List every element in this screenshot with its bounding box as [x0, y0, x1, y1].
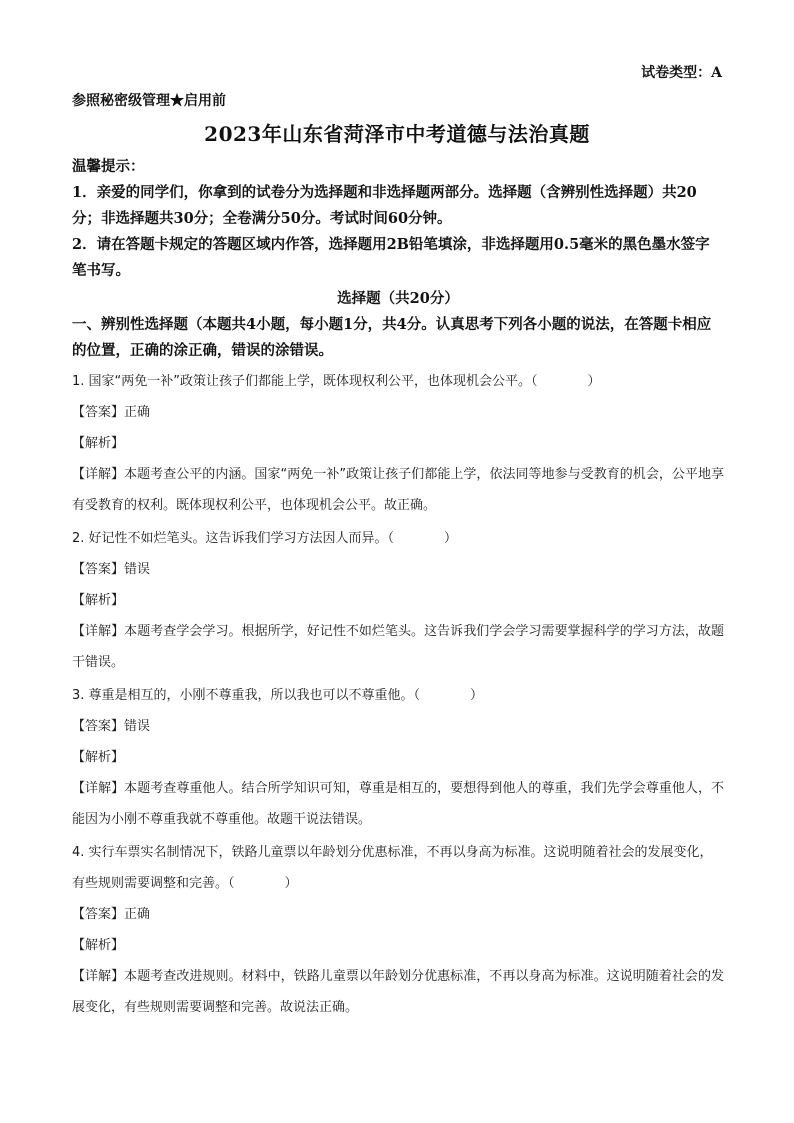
detail-label: 【详解】	[72, 624, 125, 639]
analysis-label: 【解析】	[72, 750, 125, 765]
question-paren-close: ）	[284, 876, 298, 891]
question-block	[72, 523, 724, 678]
question-block	[72, 837, 724, 1023]
question-text	[72, 366, 724, 397]
answer-value: 正确	[124, 907, 151, 922]
question-text	[72, 837, 724, 899]
answer-label: 【答案】	[72, 562, 125, 577]
answer-label: 【答案】	[72, 907, 125, 922]
question-stem: 4. 实行车票实名制情况下，铁路儿童票以年龄划分优惠标准，不再以身高为标准。这说明随着社会的发展变化，有些规则需要调整和完善。（	[72, 845, 713, 891]
question-paren-close: ）	[470, 688, 484, 703]
question-stem: 2. 好记性不如烂笔头。这告诉我们学习方法因人而异。（	[72, 531, 395, 546]
section-heading: 选择题（共20分）	[337, 290, 459, 307]
detail-text: 本题考查尊重他人。结合所学知识可知，尊重是相互的，要想得到他人的尊重，我们先学会尊重他人，不能因为小刚不尊重我就不尊重他。故题干说法错误。	[72, 781, 724, 827]
detail-text: 本题考查公平的内涵。国家“两免一补”政策让孩子们都能上学，依法同等地参与受教育的机会，公平地享有受教育的权利。既体现权利公平，也体现机会公平。故正确。	[72, 467, 724, 513]
answer-line	[72, 899, 724, 930]
confidentiality-notice: 参照秘密级管理★启用前	[72, 93, 226, 109]
page-title: 2023年山东省菏泽市中考道德与法治真题	[204, 122, 590, 146]
answer-label: 【答案】	[72, 719, 125, 734]
detail-label: 【详解】	[72, 467, 125, 482]
answer-line	[72, 397, 724, 428]
question-text	[72, 523, 724, 554]
question-stem: 3. 尊重是相互的，小刚不尊重我，所以我也可以不尊重他。（	[72, 688, 421, 703]
detail-text: 本题考查改进规则。材料中，铁路儿童票以年龄划分优惠标准，不再以身高为标准。这说明随着社会的发展变化，有些规则需要调整和完善。故说法正确。	[72, 969, 724, 1015]
answer-label: 【答案】	[72, 405, 125, 420]
answer-line	[72, 711, 724, 742]
analysis-label: 【解析】	[72, 436, 125, 451]
detail-explanation	[72, 961, 724, 1023]
answer-value: 正确	[124, 405, 151, 420]
detail-explanation	[72, 459, 724, 521]
answer-value: 错误	[124, 562, 151, 577]
analysis-label: 【解析】	[72, 938, 125, 953]
answer-value: 错误	[124, 719, 151, 734]
tips-title: 温馨提示：	[72, 158, 145, 175]
question-block	[72, 366, 724, 521]
detail-label: 【详解】	[72, 781, 125, 796]
question-stem: 1. 国家“两免一补”政策让孩子们都能上学，既体现权利公平，也体现机会公平。（	[72, 374, 538, 389]
section-instruction: 一、辨别性选择题（本题共4小题，每小题1分，共4分。认真思考下列各小题的说法，在答题卡相应的位置，正确的涂正确，错误的涂错误。	[72, 316, 712, 359]
analysis-label: 【解析】	[72, 593, 125, 608]
exam-content	[72, 154, 724, 1023]
detail-explanation	[72, 616, 724, 678]
exam-type-label: 试卷类型：A	[641, 65, 722, 81]
tip-item: 1．亲爱的同学们，你拿到的试卷分为选择题和非选择题两部分。选择题（含辨别性选择题）共20分；非选择题共30分；全卷满分50分。考试时间60分钟。	[72, 184, 697, 227]
tip-item: 2．请在答题卡规定的答题区域内作答，选择题用2B铅笔填涂，非选择题用0.5毫米的黑色墨水签字笔书写。	[72, 236, 710, 279]
question-text	[72, 680, 724, 711]
question-paren-close: ）	[444, 531, 458, 546]
question-paren-close: ）	[587, 374, 601, 389]
answer-line	[72, 554, 724, 585]
question-block	[72, 680, 724, 835]
detail-text: 本题考查学会学习。根据所学，好记性不如烂笔头。这告诉我们学会学习需要掌握科学的学习方法，故题干错误。	[72, 624, 724, 670]
detail-explanation	[72, 773, 724, 835]
detail-label: 【详解】	[72, 969, 125, 984]
